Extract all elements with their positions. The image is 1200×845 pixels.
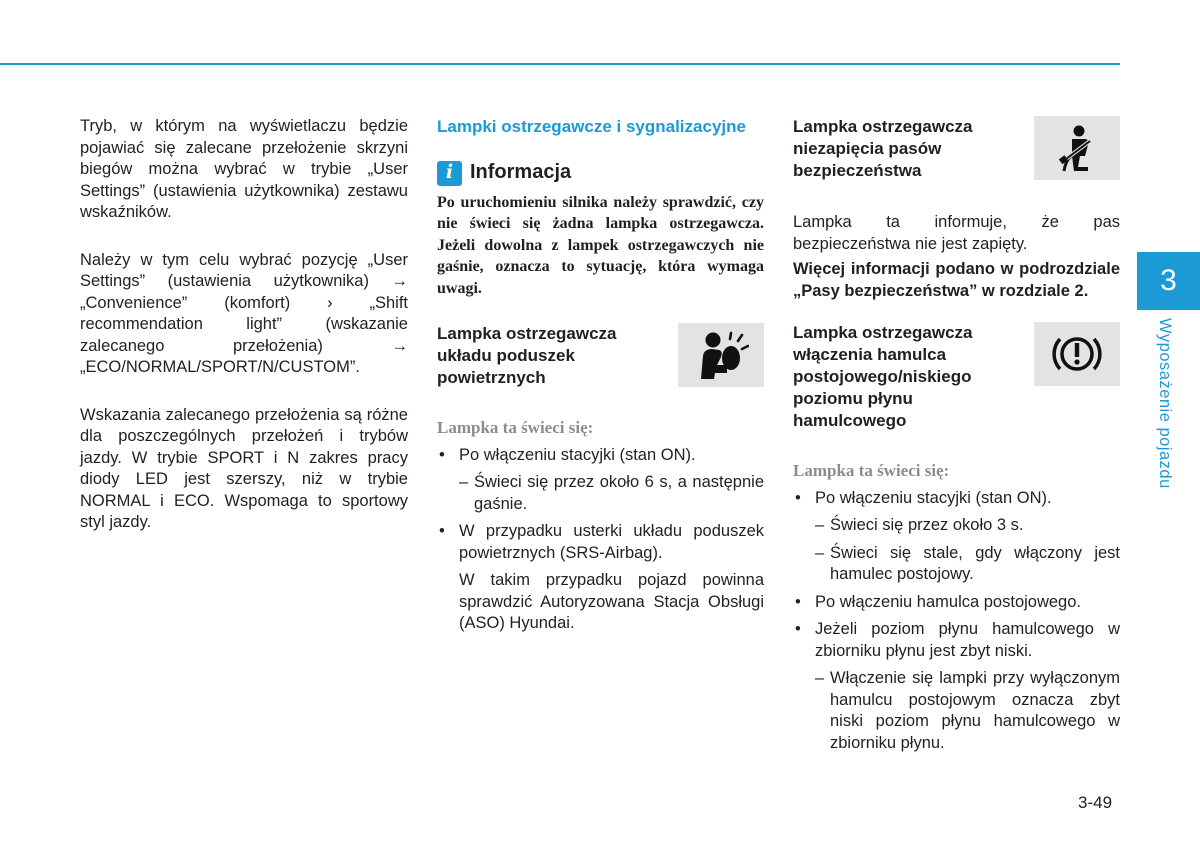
seatbelt-warning-icon bbox=[1034, 116, 1120, 180]
top-rule bbox=[0, 63, 1120, 65]
brake-bullet-fluid: • Jeżeli poziom płynu hamulcowego w zbiorniku płynu jest zbyt niski. bbox=[793, 619, 1120, 662]
info-title: Informacja bbox=[470, 161, 572, 184]
brake-bullet-ignition: • Po włączeniu stacyjki (stan ON). bbox=[793, 488, 1120, 510]
chapter-title: Wyposażenie pojazdu bbox=[1156, 318, 1174, 489]
brake-dash-duration: – Świeci się przez około 3 s. bbox=[793, 515, 1120, 537]
brake-dash-parking: – Świeci się stale, gdy włączony jest hamulec postojowy. bbox=[793, 543, 1120, 586]
airbag-lamp-title: Lampka ostrzegawcza układu poduszek powietrznych bbox=[437, 324, 617, 387]
airbag-dash-duration: – Świeci się przez około 6 s, a następnie gaśnie. bbox=[437, 472, 764, 515]
brake-bullet-parking: • Po włączeniu hamulca postojowego. bbox=[793, 592, 1120, 614]
paragraph-shift-indications: Wskazania zalecanego przełożenia są różne dla poszczególnych przełożeń i trybów jazdy. W trybie SPORT i N zakres pracy diody LED jest szerszy, niż w trybie NORMAL i ECO. Wspomaga to sportowy styl jazdy. bbox=[80, 405, 408, 531]
airbag-lamp-block bbox=[437, 323, 764, 389]
brake-warning-icon bbox=[1034, 322, 1120, 386]
airbag-bullet-fault: • W przypadku usterki układu poduszek powietrznych (SRS-Airbag). bbox=[437, 521, 764, 564]
section-heading: Lampki ostrzegawcze i sygnalizacyjne bbox=[437, 117, 746, 136]
paragraph-user-settings-path: Należy w tym celu wybrać pozycję „User Settings” (ustawienia użytkownika) → „Convenience” (komfort) › „Shift recommendation light” (wskazanie zalecanego przełożenia) → „ECO/NORMAL/SPORT/N/CUSTOM”. bbox=[80, 250, 408, 376]
paragraph-shift-mode: Tryb, w którym na wyświetlaczu będzie pojawiać się zalecane przełożenie skrzyni biegów można wybrać w trybie „User Settings” (ustawienia użytkownika) zestawu wskaźników. bbox=[80, 117, 408, 221]
airbag-subheading: Lampka ta świeci się: bbox=[437, 418, 594, 437]
info-body: Po uruchomieniu silnika należy sprawdzić, czy nie świeci się żadna lampka ostrzegawcza. Jeżeli dowolna z lampek ostrzegawczych nie gaśnie, oznacza to sytuację, która wymaga uwagi. bbox=[437, 193, 764, 297]
seatbelt-reference-note: Więcej informacji podano w podrozdziale „Pasy bezpieczeństwa” w rozdziale 2. bbox=[793, 260, 1120, 300]
brake-lamp-title: Lampka ostrzegawcza włączenia hamulca postojowego/niskiego poziomu płynu hamulcowego bbox=[793, 323, 973, 430]
seatbelt-lamp-block bbox=[793, 116, 1120, 182]
brake-subheading: Lampka ta świeci się: bbox=[793, 461, 950, 480]
airbag-note-service: W takim przypadku pojazd powinna sprawdzić Autoryzowana Stacja Obsługi (ASO) Hyundai. bbox=[459, 571, 764, 632]
seatbelt-description: Lampka ta informuje, że pas bezpieczeństwa nie jest zapięty. bbox=[793, 213, 1120, 253]
airbag-warning-icon bbox=[678, 323, 764, 387]
column-left bbox=[80, 116, 408, 534]
seatbelt-lamp-title: Lampka ostrzegawcza niezapięcia pasów bezpieczeństwa bbox=[793, 117, 973, 180]
page-number: 3-49 bbox=[1078, 793, 1113, 812]
column-middle bbox=[437, 116, 764, 635]
airbag-bullet-ignition: • Po włączeniu stacyjki (stan ON). bbox=[437, 445, 764, 467]
column-right bbox=[793, 116, 1120, 754]
brake-dash-fluid: – Włączenie się lampki przy wyłączonym hamulcu postojowym oznacza zbyt niski poziom płynu hamulcowego w zbiorniku płynu. bbox=[793, 668, 1120, 754]
chapter-tab: 3 bbox=[1137, 252, 1200, 310]
info-header bbox=[437, 161, 764, 186]
brake-lamp-block bbox=[793, 322, 1120, 432]
info-icon: i bbox=[437, 161, 462, 186]
